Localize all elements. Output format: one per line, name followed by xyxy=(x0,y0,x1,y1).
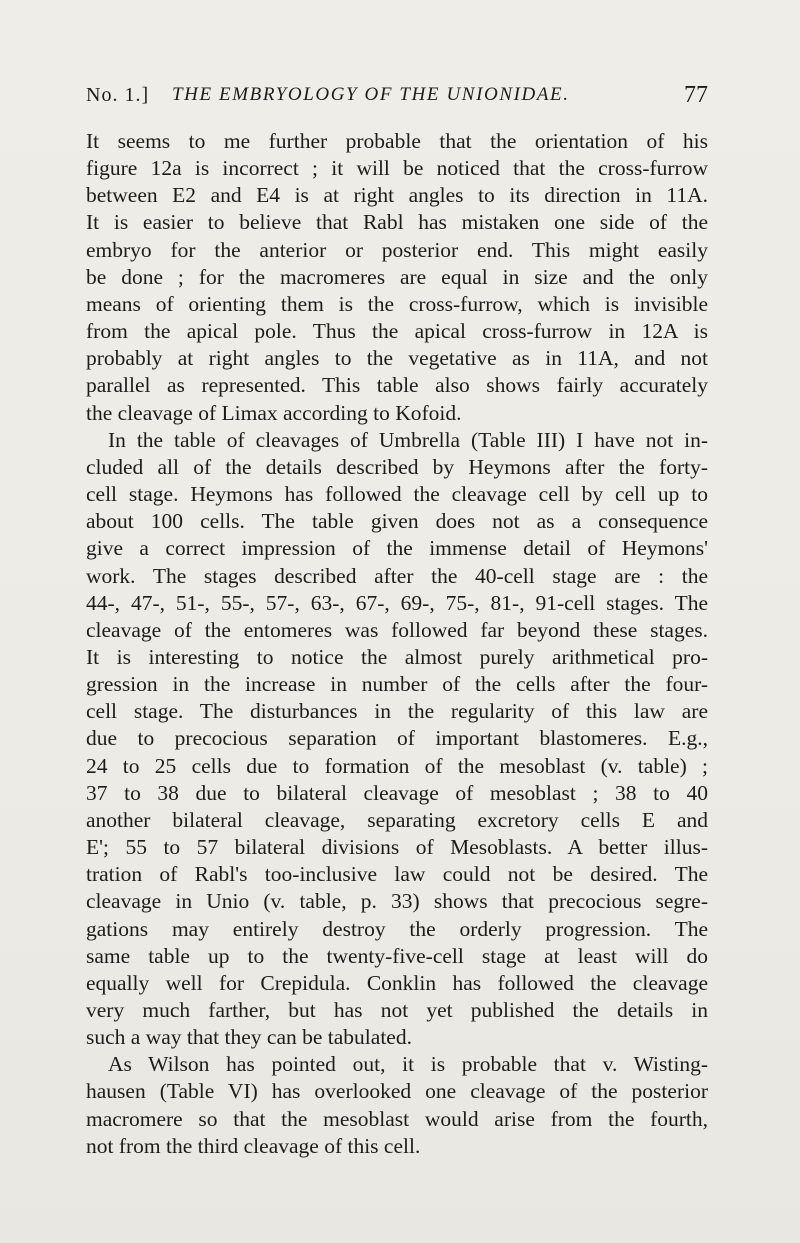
running-header xyxy=(86,82,712,116)
text-line: 37 to 38 due to bilateral cleavage of mesoblast ; 38 to 40 xyxy=(86,780,708,805)
text-line: tration of Rabl's too-inclusive law could not be desired. The xyxy=(86,862,708,887)
text-line: gression in the increase in number of the cells after the four- xyxy=(86,672,708,697)
text-line: work. The stages described after the 40-cell stage are : the xyxy=(86,563,708,588)
text-line: another bilateral cleavage, separating excretory cells E and xyxy=(86,807,708,832)
text-line: the cleavage of Limax according to Kofoid. xyxy=(86,400,462,425)
text-line: cell stage. The disturbances in the regularity of this law are xyxy=(86,699,708,724)
text-line: 44-, 47-, 51-, 55-, 57-, 63-, 67-, 69-, 75-, 81-, 91-cell stages. The xyxy=(86,590,708,615)
text-line: very much farther, but has not yet published the details in xyxy=(86,998,708,1022)
text-line: embryo for the anterior or posterior end. This might easily xyxy=(86,237,708,262)
text-line: probably at right angles to the vegetative as in 11A, and not xyxy=(86,346,708,371)
text-line: figure 12a is incorrect ; it will be noticed that the cross-furrow xyxy=(86,156,708,181)
text-line: cleavage in Unio (v. table, p. 33) shows that precocious segre- xyxy=(86,889,708,914)
text-line: due to precocious separation of important blastomeres. E.g., xyxy=(86,726,708,751)
text-line: such a way that they can be tabulated. xyxy=(86,1025,412,1050)
text-line: parallel as represented. This table also shows fairly accurately xyxy=(86,373,708,398)
text-line: cell stage. Heymons has followed the cleavage cell by cell up to xyxy=(86,482,708,507)
issue-number: No. 1.] xyxy=(86,84,150,106)
paragraph-2 xyxy=(86,427,708,1052)
text-line: In the table of cleavages of Umbrella (Table III) I have not in- xyxy=(108,427,708,452)
paragraph-3 xyxy=(86,1051,708,1160)
text-line: between E2 and E4 is at right angles to its direction in 11A. xyxy=(86,183,708,208)
text-line: be done ; for the macromeres are equal in size and the only xyxy=(86,264,708,289)
text-line: cleavage of the entomeres was followed far beyond these stages. xyxy=(86,617,708,642)
text-line: E'; 55 to 57 bilateral divisions of Mesoblasts. A better illus- xyxy=(86,835,708,860)
body-text xyxy=(86,128,708,1160)
text-line: cluded all of the details described by Heymons after the forty- xyxy=(86,454,708,479)
text-line: macromere so that the mesoblast would arise from the fourth, xyxy=(86,1106,708,1131)
text-line: same table up to the twenty-five-cell stage at least will do xyxy=(86,943,708,968)
text-line: hausen (Table VI) has overlooked one cleavage of the posterior xyxy=(86,1079,708,1104)
text-line: As Wilson has pointed out, it is probable that v. Wisting- xyxy=(108,1052,708,1077)
text-line: gations may entirely destroy the orderly progression. The xyxy=(86,916,708,941)
text-line: equally well for Crepidula. Conklin has followed the cleavage xyxy=(86,970,708,995)
text-line: give a correct impression of the immense detail of Heymons' xyxy=(86,536,708,561)
text-line: means of orienting them is the cross-furrow, which is invisible xyxy=(86,291,708,316)
paragraph-1 xyxy=(86,128,708,427)
text-line: It is interesting to notice the almost purely arithmetical pro- xyxy=(86,644,708,669)
page-number: 77 xyxy=(684,82,708,108)
text-line: not from the third cleavage of this cell. xyxy=(86,1133,421,1158)
text-line: 24 to 25 cells due to formation of the mesoblast (v. table) ; xyxy=(86,753,708,778)
text-line: It seems to me further probable that the orientation of his xyxy=(86,129,708,153)
running-title: THE EMBRYOLOGY OF THE UNIONIDAE. xyxy=(172,84,570,105)
text-line: about 100 cells. The table given does not as a consequence xyxy=(86,509,708,534)
text-line: from the apical pole. Thus the apical cross-furrow in 12A is xyxy=(86,319,708,344)
text-line: It is easier to believe that Rabl has mistaken one side of the xyxy=(86,210,708,235)
